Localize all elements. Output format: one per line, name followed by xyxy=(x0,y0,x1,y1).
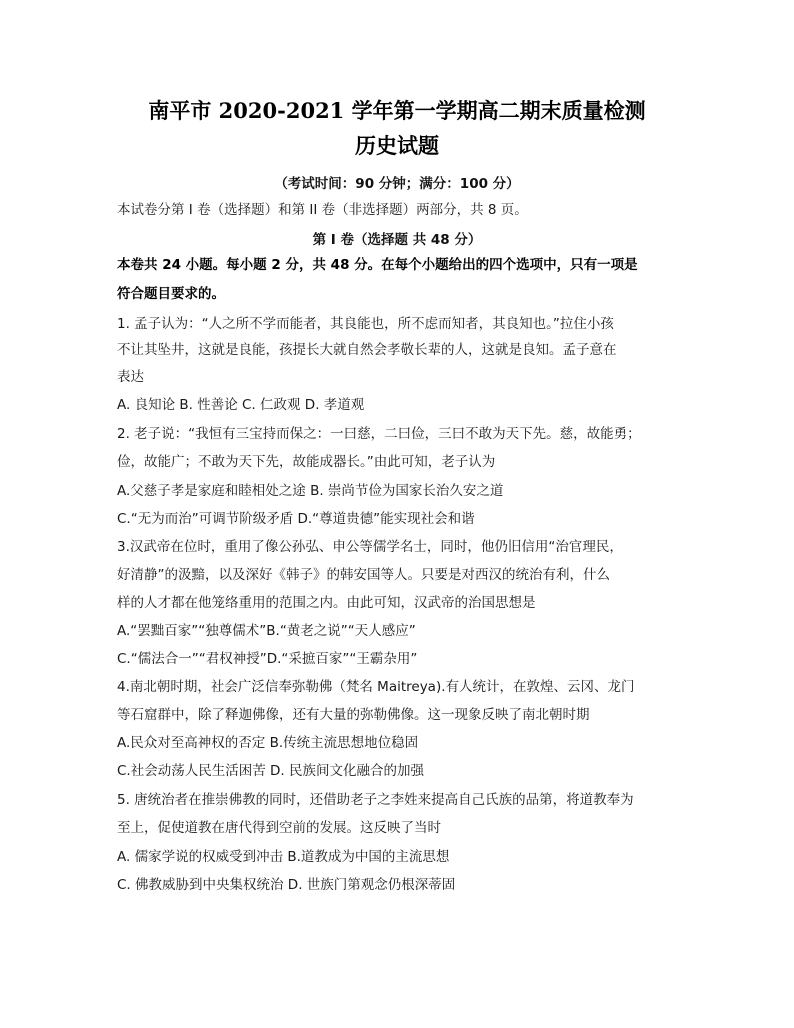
question-4-text: 4.南北朝时期，社会广泛信奉弥勒佛（梵名 Maitreya).有人统计，在敦煌、云冈、龙门 xyxy=(117,679,635,695)
exam-info: （考试时间：90 分钟；满分：100 分） xyxy=(274,176,520,192)
question-5-text: 至上，促使道教在唐代得到空前的发展。这反映了当时 xyxy=(117,820,441,836)
question-4-options: C.社会动荡人民生活困苦 D. 民族间文化融合的加强 xyxy=(117,763,424,779)
page-title: 南平市 2020-2021 学年第一学期高二期末质量检测 xyxy=(148,98,646,123)
question-3-options: A.“罢黜百家”“独尊儒术”B.“黄老之说”“天人感应” xyxy=(117,623,416,639)
section-instructions: 符合题目要求的。 xyxy=(117,286,225,302)
question-2-text: 俭，故能广；不敢为天下先，故能成器长。”由此可知，老子认为 xyxy=(117,454,496,470)
intro-text: 本试卷分第 I 卷（选择题）和第 II 卷（非选择题）两部分，共 8 页。 xyxy=(117,202,528,218)
question-1-text: 1. 孟子认为：“人之所不学而能者，其良能也，所不虑而知者，其良知也。”拉住小孩 xyxy=(117,316,614,332)
question-2-options: C.“无为而治”可调节阶级矛盾 D.“尊道贵德”能实现社会和谐 xyxy=(117,511,475,527)
question-3-options: C.“儒法合一”“君权神授”D.“采摭百家”“王霸杂用” xyxy=(117,651,418,667)
question-5-text: 5. 唐统治者在推崇佛教的同时，还借助老子之李姓来提高自己氏族的品第，将道教奉为 xyxy=(117,792,634,808)
question-1-options: A. 良知论 B. 性善论 C. 仁政观 D. 孝道观 xyxy=(117,397,365,413)
question-3-text: 3.汉武帝在位时，重用了像公孙弘、申公等儒学名士，同时，他仍旧信用“治官理民， xyxy=(117,539,623,555)
question-4-text: 等石窟群中，除了释迦佛像，还有大量的弥勒佛像。这一现象反映了南北朝时期 xyxy=(117,707,590,723)
question-4-options: A.民众对至高神权的否定 B.传统主流思想地位稳固 xyxy=(117,735,419,751)
section-heading: 第 I 卷（选择题 共 48 分） xyxy=(312,232,482,248)
question-1-text: 表达 xyxy=(117,369,144,385)
question-3-text: 好清静”的汲黯，以及深好《韩子》的韩安国等人。只要是对西汉的统治有利，什么 xyxy=(117,567,610,583)
question-3-text: 样的人才都在他笼络重用的范围之内。由此可知，汉武帝的治国思想是 xyxy=(117,595,536,611)
question-5-options: C. 佛教威胁到中央集权统治 D. 世族门第观念仍根深蒂固 xyxy=(117,877,456,893)
question-2-text: 2. 老子说：“我恒有三宝持而保之：一曰慈，二曰俭，三曰不敢为天下先。慈，故能勇； xyxy=(117,426,641,442)
question-5-options: A. 儒家学说的权威受到冲击 B.道教成为中国的主流思想 xyxy=(117,849,450,865)
section-instructions: 本卷共 24 小题。每小题 2 分，共 48 分。在每个小题给出的四个选项中，只有一项是 xyxy=(117,257,638,273)
page-subtitle: 历史试题 xyxy=(355,133,439,158)
question-1-text: 不让其坠井，这就是良能，孩提长大就自然会孝敬长辈的人，这就是良知。孟子意在 xyxy=(117,342,617,358)
question-2-options: A.父慈子孝是家庭和睦相处之途 B. 崇尚节俭为国家长治久安之道 xyxy=(117,483,504,499)
